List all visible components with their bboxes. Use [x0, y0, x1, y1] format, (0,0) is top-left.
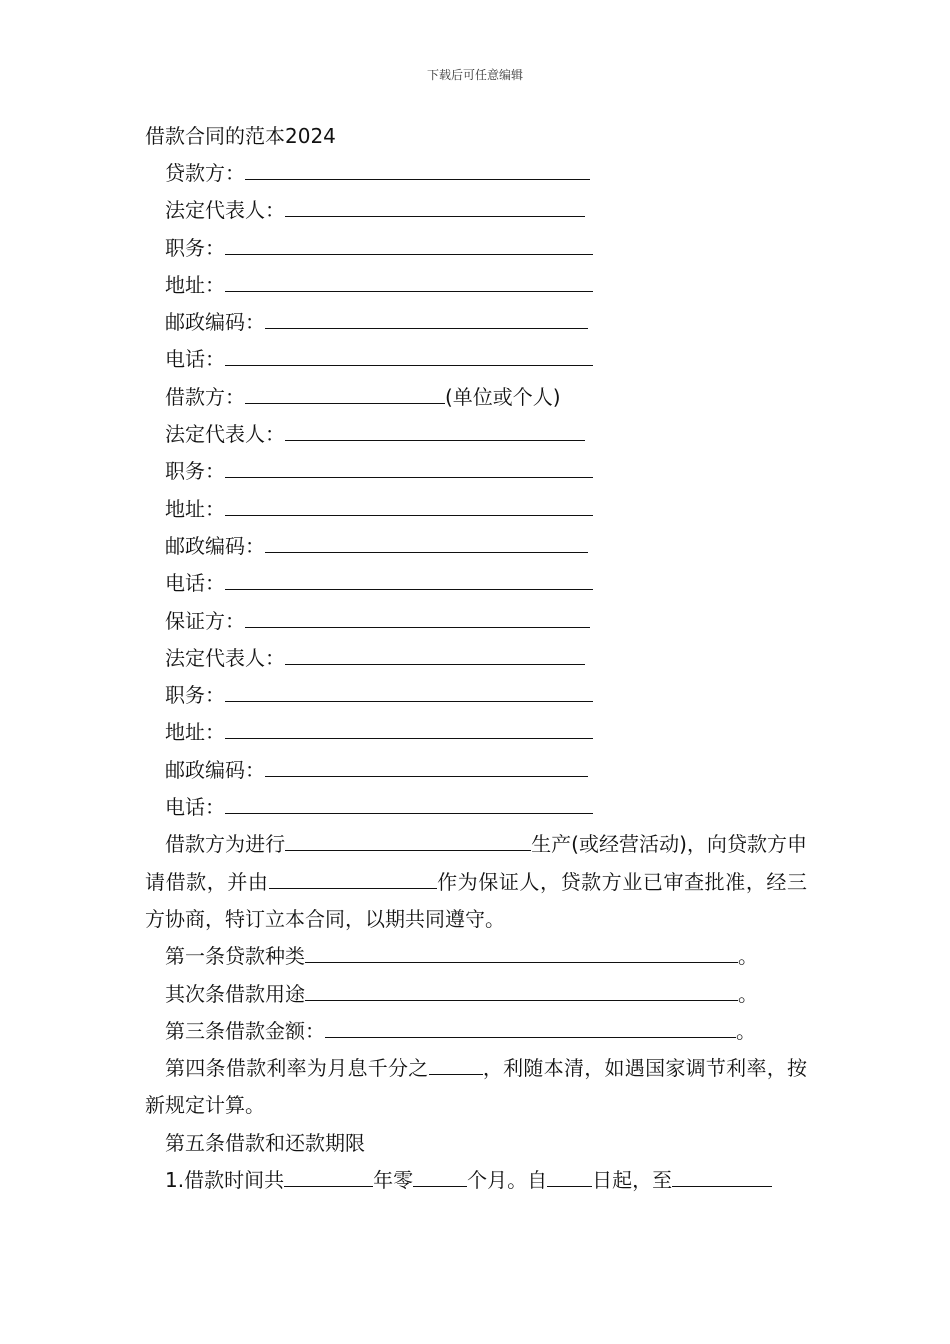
lender-postcode-field	[145, 304, 807, 341]
clause-5-item-1	[145, 1162, 807, 1199]
clause-5	[145, 1125, 807, 1162]
borrower-address-label: 地址：	[165, 496, 225, 521]
guarantor-name-field	[145, 603, 807, 640]
guarantor-postcode-label: 邮政编码：	[165, 757, 265, 782]
borrower-position-field	[145, 453, 807, 490]
start-date-blank[interactable]	[547, 1166, 592, 1187]
clause-3-label: 第三条借款金额：	[165, 1018, 325, 1043]
clause-2-end: 。	[738, 981, 758, 1006]
clause-2-label: 其次条借款用途	[165, 981, 305, 1006]
guarantor-name-blank[interactable]	[245, 607, 590, 628]
borrower-rep-label: 法定代表人：	[165, 422, 285, 447]
intro-part-2: 生产(或经营活动)，向贷款方申请借款，并由	[145, 832, 808, 894]
clause-3-end: 。	[736, 1018, 756, 1043]
end-date-blank[interactable]	[672, 1166, 772, 1187]
lender-rep-label: 法定代表人：	[165, 198, 285, 223]
guarantor-rep-label: 法定代表人：	[165, 645, 285, 670]
intro-part-1: 借款方为进行	[165, 832, 286, 857]
clause-2	[145, 976, 807, 1013]
guarantor-position-label: 职务：	[165, 683, 225, 708]
interest-rate-blank[interactable]	[429, 1056, 483, 1075]
lender-address-blank[interactable]	[225, 271, 593, 292]
guarantor-postcode-blank[interactable]	[265, 756, 588, 777]
borrower-postcode-blank[interactable]	[265, 532, 588, 553]
guarantor-address-field	[145, 714, 807, 751]
item-1-part-d: 日起，至	[592, 1168, 673, 1193]
guarantor-address-blank[interactable]	[225, 718, 593, 739]
borrower-position-label: 职务：	[165, 459, 225, 484]
lender-label: 贷款方：	[165, 161, 245, 185]
lender-name-blank[interactable]	[245, 159, 590, 180]
guarantor-phone-blank[interactable]	[225, 793, 593, 814]
lender-phone-field	[145, 341, 807, 378]
lender-postcode-label: 邮政编码：	[165, 310, 265, 335]
guarantor-rep-field	[145, 640, 807, 677]
guarantor-phone-field	[145, 789, 807, 826]
document-title: 借款合同的范本2024	[145, 124, 336, 148]
clause-4	[145, 1050, 807, 1125]
lender-position-field	[145, 230, 807, 267]
lender-rep-blank[interactable]	[285, 196, 585, 217]
lender-name-field	[145, 155, 807, 192]
borrower-name-blank[interactable]	[245, 383, 445, 404]
intro-part-3: 作为保证人，贷款方业已审查批准，经三方协商，特订立本合同，以期共同遵守。	[145, 869, 807, 931]
page-header: 下载后可任意编辑	[426, 68, 523, 82]
lender-phone-blank[interactable]	[225, 345, 593, 366]
guarantor-postcode-field	[145, 752, 807, 789]
lender-position-label: 职务：	[165, 235, 225, 260]
loan-purpose-blank[interactable]	[305, 980, 738, 1001]
contract-body	[145, 118, 807, 1199]
guarantor-rep-blank[interactable]	[285, 644, 585, 665]
clause-1-label: 第一条贷款种类	[165, 944, 305, 969]
clause-4-part-b: ，利随本清，如遇国家调节利率，按新规定计算。	[145, 1056, 808, 1118]
loan-years-blank[interactable]	[284, 1166, 373, 1187]
guarantor-blank[interactable]	[269, 870, 437, 889]
guarantor-label: 保证方：	[165, 608, 245, 633]
loan-type-blank[interactable]	[305, 942, 738, 963]
item-1-part-c: 个月。自	[467, 1168, 548, 1193]
lender-phone-label: 电话：	[165, 347, 225, 372]
borrower-address-blank[interactable]	[225, 495, 593, 516]
lender-position-blank[interactable]	[225, 234, 593, 255]
guarantor-address-label: 地址：	[165, 720, 225, 745]
item-1-part-a: 1.借款时间共	[165, 1168, 285, 1193]
borrower-postcode-field	[145, 528, 807, 565]
item-1-part-b: 年零	[373, 1168, 414, 1193]
loan-months-blank[interactable]	[413, 1166, 467, 1187]
guarantor-position-blank[interactable]	[225, 681, 593, 702]
clause-1-end: 。	[738, 944, 758, 969]
borrower-name-field	[145, 379, 807, 416]
borrower-address-field	[145, 491, 807, 528]
production-blank[interactable]	[285, 832, 531, 851]
borrower-position-blank[interactable]	[225, 457, 593, 478]
borrower-phone-label: 电话：	[165, 571, 225, 596]
guarantor-position-field	[145, 677, 807, 714]
borrower-label: 借款方：	[165, 384, 245, 409]
guarantor-phone-label: 电话：	[165, 795, 225, 820]
loan-amount-blank[interactable]	[325, 1017, 736, 1038]
clause-5-label: 第五条借款和还款期限	[165, 1130, 365, 1155]
borrower-rep-blank[interactable]	[285, 420, 585, 441]
clause-1	[145, 938, 807, 975]
borrower-postcode-label: 邮政编码：	[165, 533, 265, 558]
clause-3	[145, 1013, 807, 1050]
borrower-phone-blank[interactable]	[225, 569, 593, 590]
lender-rep-field	[145, 192, 807, 229]
intro-paragraph	[145, 826, 807, 938]
lender-postcode-blank[interactable]	[265, 308, 588, 329]
borrower-phone-field	[145, 565, 807, 602]
lender-address-label: 地址：	[165, 272, 225, 297]
borrower-rep-field	[145, 416, 807, 453]
lender-address-field	[145, 267, 807, 304]
borrower-suffix: (单位或个人)	[445, 384, 561, 409]
clause-4-part-a: 第四条借款利率为月息千分之	[165, 1056, 429, 1081]
